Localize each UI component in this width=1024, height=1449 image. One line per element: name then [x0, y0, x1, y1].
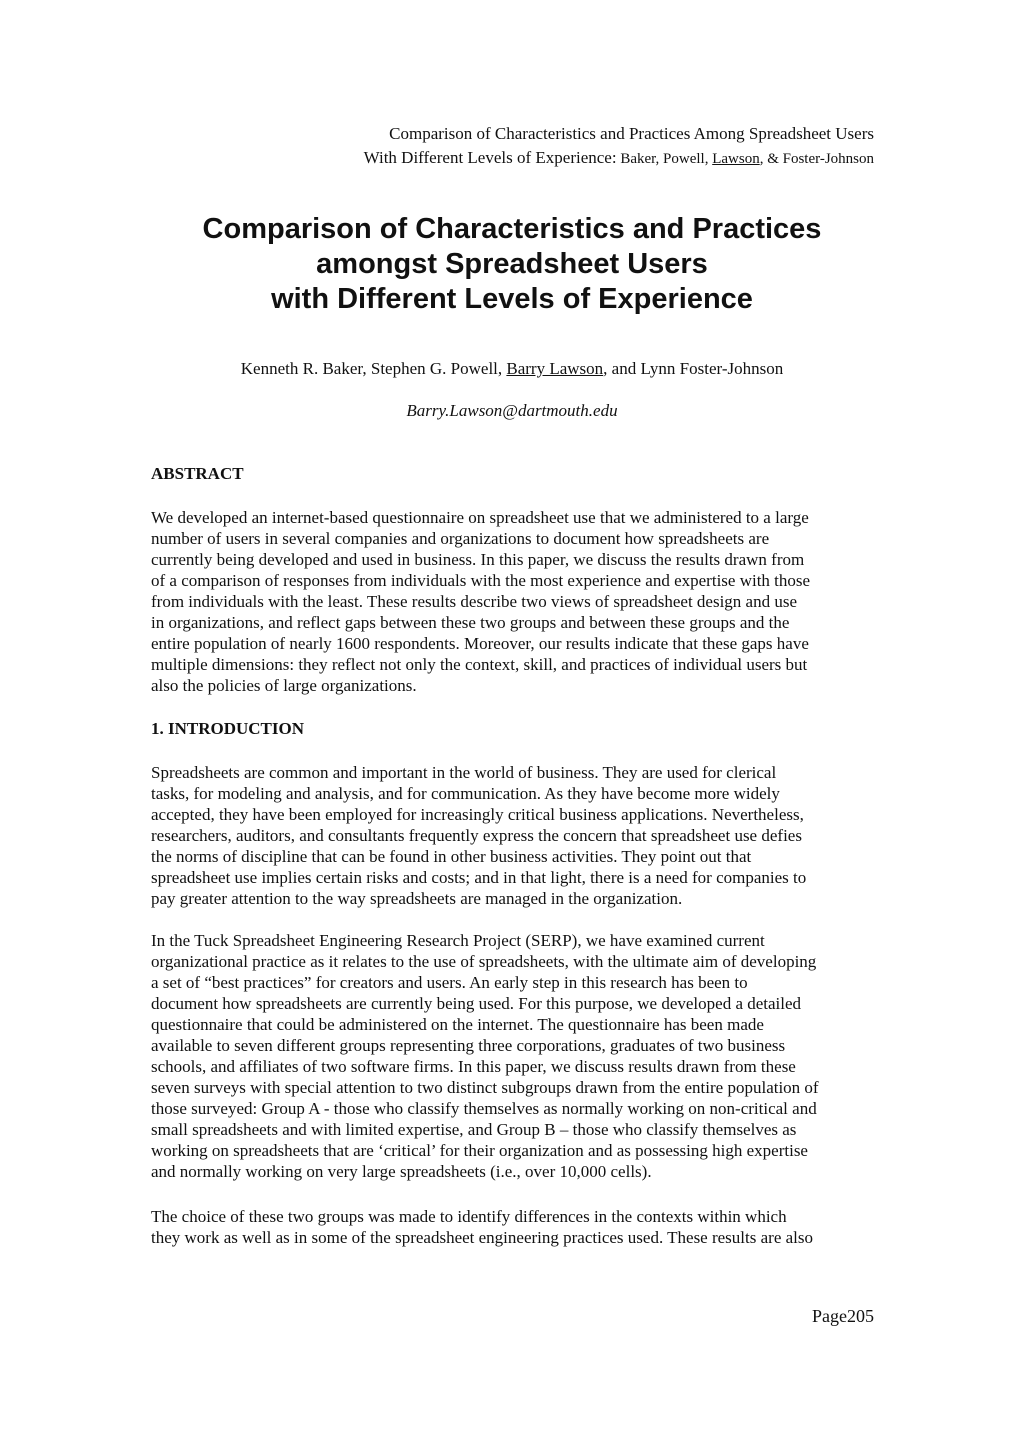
page-number: Page205 — [812, 1306, 874, 1326]
running-header-underlined-author: Lawson — [712, 151, 760, 167]
running-header-authors-a: Baker, Powell, — [616, 151, 713, 167]
author-email: Barry.Lawson@dartmouth.edu — [406, 401, 618, 420]
introduction-paragraph-3 — [151, 1206, 881, 1248]
text-line: working on spreadsheets that are ‘critical’ for their organization and as possessing high expertise — [151, 1141, 808, 1160]
text-line: seven surveys with special attention to two distinct subgroups drawn from the entire population of — [151, 1078, 819, 1097]
authors-after: , and Lynn Foster-Johnson — [603, 359, 784, 378]
running-header-authors-b: , & Foster-Johnson — [759, 151, 874, 167]
title-line-2: amongst Spreadsheet Users — [316, 248, 708, 280]
text-line: currently being developed and used in business. In this paper, we discuss the results drawn from — [151, 550, 805, 569]
text-line: pay greater attention to the way spreadsheets are managed in the organization. — [151, 889, 683, 908]
text-line: In the Tuck Spreadsheet Engineering Research Project (SERP), we have examined current — [151, 931, 765, 950]
paper-title — [150, 212, 874, 317]
text-line: spreadsheet use implies certain risks and costs; and in that light, there is a need for companies to — [151, 868, 807, 887]
abstract-heading: ABSTRACT — [151, 464, 244, 483]
text-line: researchers, auditors, and consultants frequently express the concern that spreadsheet use defies — [151, 826, 802, 845]
text-line: small spreadsheets and with limited expertise, and Group B – those who classify themselves as — [151, 1120, 797, 1139]
title-line-1: Comparison of Characteristics and Practices — [202, 213, 822, 245]
text-line: document how spreadsheets are currently being used. For this purpose, we developed a detailed — [151, 994, 802, 1013]
introduction-paragraph-2 — [151, 930, 881, 1182]
abstract-paragraph — [151, 507, 881, 696]
authors-before: Kenneth R. Baker, Stephen G. Powell, — [240, 359, 507, 378]
text-line: multiple dimensions: they reflect not only the context, skill, and practices of individual users but — [151, 655, 808, 674]
text-line: they work as well as in some of the spreadsheet engineering practices used. These results are also — [151, 1228, 813, 1247]
text-line: tasks, for modeling and analysis, and for communication. As they have become more widely — [151, 784, 780, 803]
text-line: Spreadsheets are common and important in the world of business. They are used for clerical — [151, 763, 777, 782]
running-header-line-1: Comparison of Characteristics and Practices Among Spreadsheet Users — [389, 124, 874, 143]
text-line: from individuals with the least. These results describe two views of spreadsheet design and use — [151, 592, 798, 611]
running-header-prefix: With Different Levels of Experience: — [363, 148, 617, 167]
running-header-line-2 — [150, 146, 874, 171]
text-line: also the policies of large organizations. — [151, 676, 417, 695]
corresponding-author: Barry Lawson — [506, 359, 604, 378]
text-line: entire population of nearly 1600 respondents. Moreover, our results indicate that these gaps have — [151, 634, 809, 653]
author-list — [150, 358, 874, 380]
text-line: schools, and affiliates of two software firms. In this paper, we discuss results drawn from these — [151, 1057, 796, 1076]
text-line: organizational practice as it relates to the use of spreadsheets, with the ultimate aim of developing — [151, 952, 817, 971]
text-line: available to seven different groups representing three corporations, graduates of two business — [151, 1036, 786, 1055]
text-line: questionnaire that could be administered on the internet. The questionnaire has been made — [151, 1015, 764, 1034]
text-line: We developed an internet-based questionnaire on spreadsheet use that we administered to a large — [151, 508, 809, 527]
introduction-paragraph-1 — [151, 762, 881, 909]
text-line: of a comparison of responses from individuals with the most experience and expertise with those — [151, 571, 811, 590]
text-line: and normally working on very large spreadsheets (i.e., over 10,000 cells). — [151, 1162, 652, 1181]
running-header — [150, 122, 874, 171]
text-line: in organizations, and reflect gaps between these two groups and between these groups and the — [151, 613, 790, 632]
text-line: number of users in several companies and organizations to document how spreadsheets are — [151, 529, 770, 548]
title-line-3: with Different Levels of Experience — [271, 283, 753, 315]
text-line: The choice of these two groups was made to identify differences in the contexts within which — [151, 1207, 787, 1226]
text-line: accepted, they have been employed for increasingly critical business applications. Nevertheless, — [151, 805, 804, 824]
text-line: the norms of discipline that can be found in other business activities. They point out that — [151, 847, 752, 866]
text-line: a set of “best practices” for creators and users. An early step in this research has been to — [151, 973, 748, 992]
introduction-heading: 1. INTRODUCTION — [151, 719, 305, 738]
text-line: those surveyed: Group A - those who classify themselves as normally working on non-critical and — [151, 1099, 817, 1118]
